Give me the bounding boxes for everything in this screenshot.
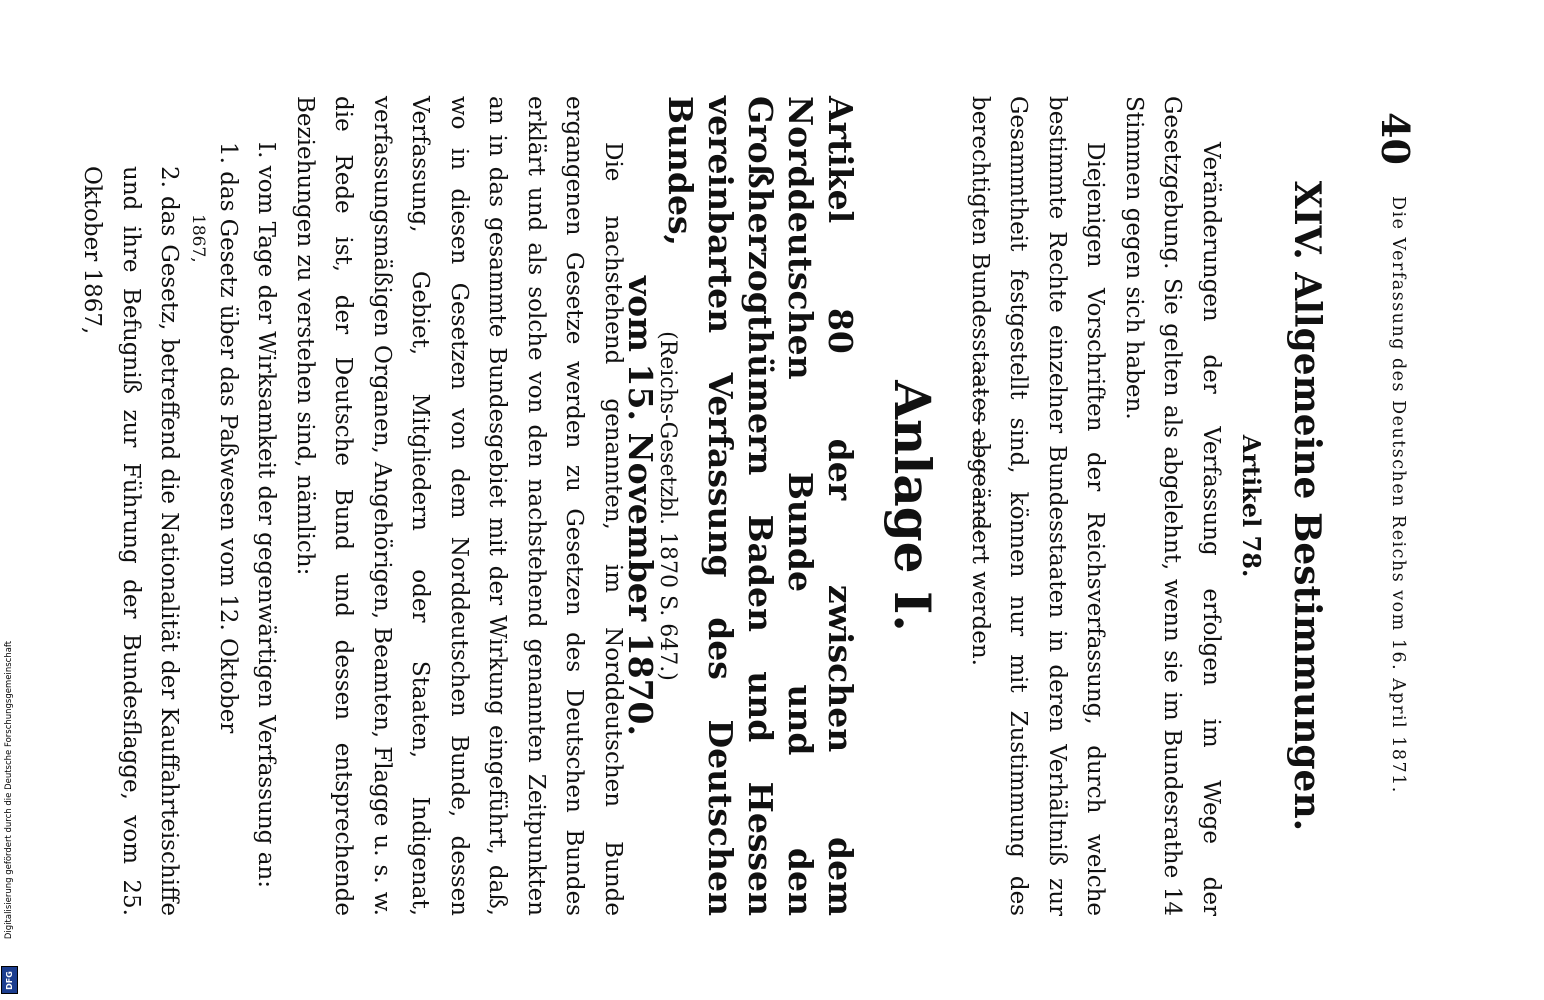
dfg-logo [1,966,18,994]
section-body [961,96,1231,916]
clause-heading: I. vom Tage der Wirksamkeit der gegenwärtigen Verfassung an: [253,142,280,888]
law-item-1-text: 1. das Gesetz über das Paßwesen vom 12. Oktober [215,142,241,734]
source-reference: (Reichs-Gesetzbl. 1870 S. 647.) [655,331,680,681]
anlage-heading-text: Artikel 80 der zwischen dem Norddeutschen Bunde und den Großherzogthümern Baden und Hessen vereinbarten Verfassung des Deutschen Bundes, [661,96,860,916]
anlage-paragraph: Die nachstehend genannten, im Norddeutschen Bunde ergangenen Gesetze werden zu Gesetzen des Deutschen Bundes erklärt und als solche von den nachstehend genannten Zeitpunkten an in das gesammte Bundesgebiet mit der Wirkung eingeführt, daß, wo in diesen Gesetzen von dem Norddeutschen Bunde, dessen Verfassung, Gebiet, Mitgliedern oder Staaten, Indigenat, verfassungsmäßigen Organen, Angehörigen, Beamten, Flagge u. s. w. die Rede ist, der Deutsche Bund und dessen entsprechende Beziehungen zu verstehen sind, nämlich: [292,96,626,916]
section-divider [978,368,980,536]
sidebar-credit [0,0,18,1000]
running-title: Die Verfassung des Deutschen Reichs vom 16. April 1871. [1388,196,1408,794]
anlage-heading-date: vom 15. November 1870. [621,275,660,737]
scanned-page [79,96,1420,916]
law-item-2: 2. das Gesetz, betreffend die Nationalität der Kauffahrteischiffe und ihre Befugniß zur Führung der Bundesflagge, vom 25. Oktober 1867, [79,166,183,916]
paragraph-1: Veränderungen der Verfassung erfolgen im Wege der Gesetzgebung. Sie gelten als abgelehnt, wenn sie im Bundesrathe 14 Stimmen gegen sich haben. [1121,96,1224,916]
anlage-body [73,96,632,916]
page-content [79,96,1420,916]
running-header [1354,96,1420,916]
dfg-logo-text: DFG [5,970,15,990]
page-number: 40 [1373,112,1418,165]
section-title: XIV. Allgemeine Bestimmungen. [1286,180,1328,832]
anlage-title: Anlage I. [883,380,942,632]
paragraph-2: Diejenigen Vorschriften der Reichsverfassung, durch welche bestimmte Rechte einzelner Bundesstaaten in deren Verhältniß zur Gesammtheit festgestellt sind, können nur mit Zustimmung des berechtigten Bundesstaates abgeändert werden. [967,96,1109,916]
law-item-1-year: 1867, [188,214,209,263]
digitization-credit: Digitalisierung gefördert durch die Deutsche Forschungsgemeinschaft [4,640,14,940]
law-item-1 [189,96,248,916]
article-label: Artikel 78. [1237,434,1266,578]
